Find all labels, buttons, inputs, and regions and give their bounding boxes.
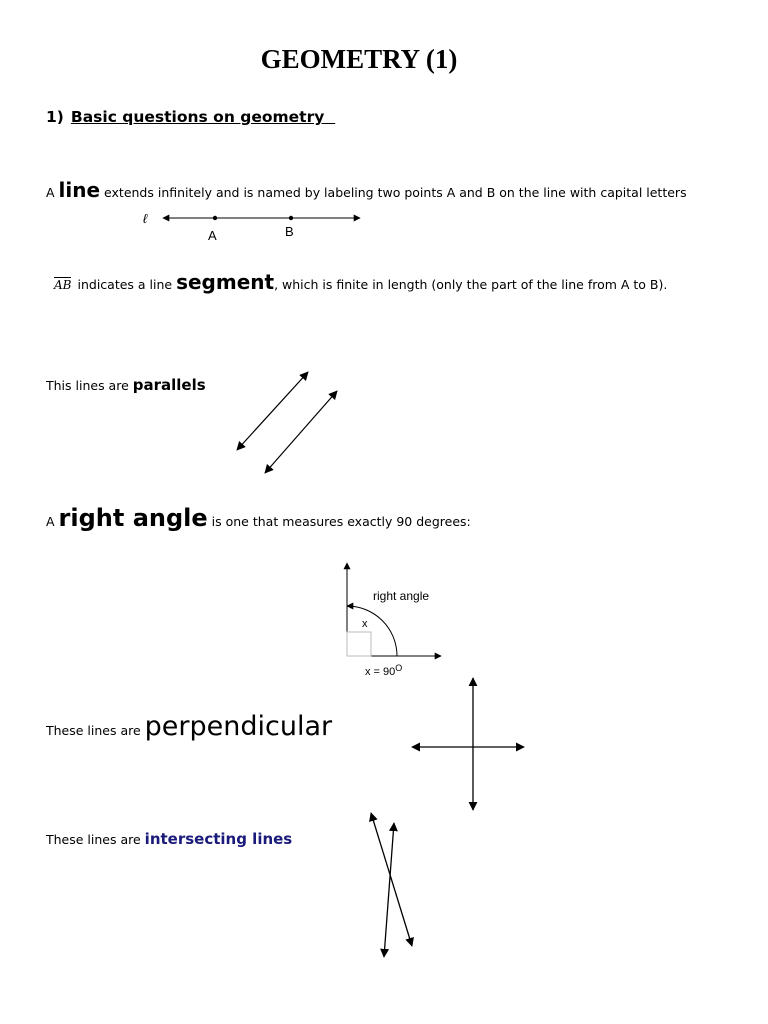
parallel-lines-figure (237, 372, 337, 473)
segment-term: segment (176, 270, 275, 294)
right-angle-prefix: A (46, 514, 55, 529)
right-angle-figure (347, 563, 441, 678)
line-term: line (58, 178, 101, 202)
parallel-line-1 (237, 372, 308, 450)
right-angle-rest: is one that measures exactly 90 degrees: (211, 514, 471, 529)
right-angle-arc (347, 606, 397, 656)
segment-def-rest: , which is finite in length (only the part of the line from A to B). (274, 277, 668, 292)
point-b-label: B (285, 224, 294, 239)
right-angle-term: right angle (58, 504, 208, 532)
right-angle-square (347, 632, 371, 656)
line-figure (143, 211, 360, 243)
angle-equation (365, 663, 402, 678)
segment-def-before: indicates a line (77, 277, 173, 292)
segment-notation: AB (54, 278, 72, 292)
intersecting-text: These lines are (46, 832, 141, 847)
intersecting-line-1 (371, 813, 412, 946)
parallels-text: This lines are (46, 378, 129, 393)
perpendicular-lines-figure (412, 678, 524, 810)
section-number: 1) (46, 108, 64, 126)
section-heading-text: Basic questions on geometry (70, 108, 325, 126)
angle-x-label: x (362, 618, 368, 630)
intersecting-term: intersecting lines (144, 830, 293, 848)
line-symbol: ℓ (143, 211, 148, 226)
point-a (213, 216, 217, 220)
right-angle-label: right angle (373, 589, 430, 603)
parallels-term: parallels (132, 376, 206, 394)
parallel-line-2 (265, 391, 337, 473)
line-def-rest: extends infinitely and is named by labeling two points A and B on the line with capital letters (104, 185, 687, 200)
perpendicular-term: perpendicular (144, 711, 333, 742)
intersecting-lines-figure (371, 813, 412, 957)
point-a-label: A (208, 228, 217, 243)
page-title: GEOMETRY (1) (260, 44, 458, 74)
intersecting-line-2 (384, 823, 394, 957)
angle-degree-mark: O (395, 663, 403, 673)
point-b (289, 216, 293, 220)
perpendicular-text: These lines are (46, 723, 141, 738)
line-def-prefix: A (46, 185, 55, 200)
angle-eq-text: x = 90 (365, 666, 396, 678)
